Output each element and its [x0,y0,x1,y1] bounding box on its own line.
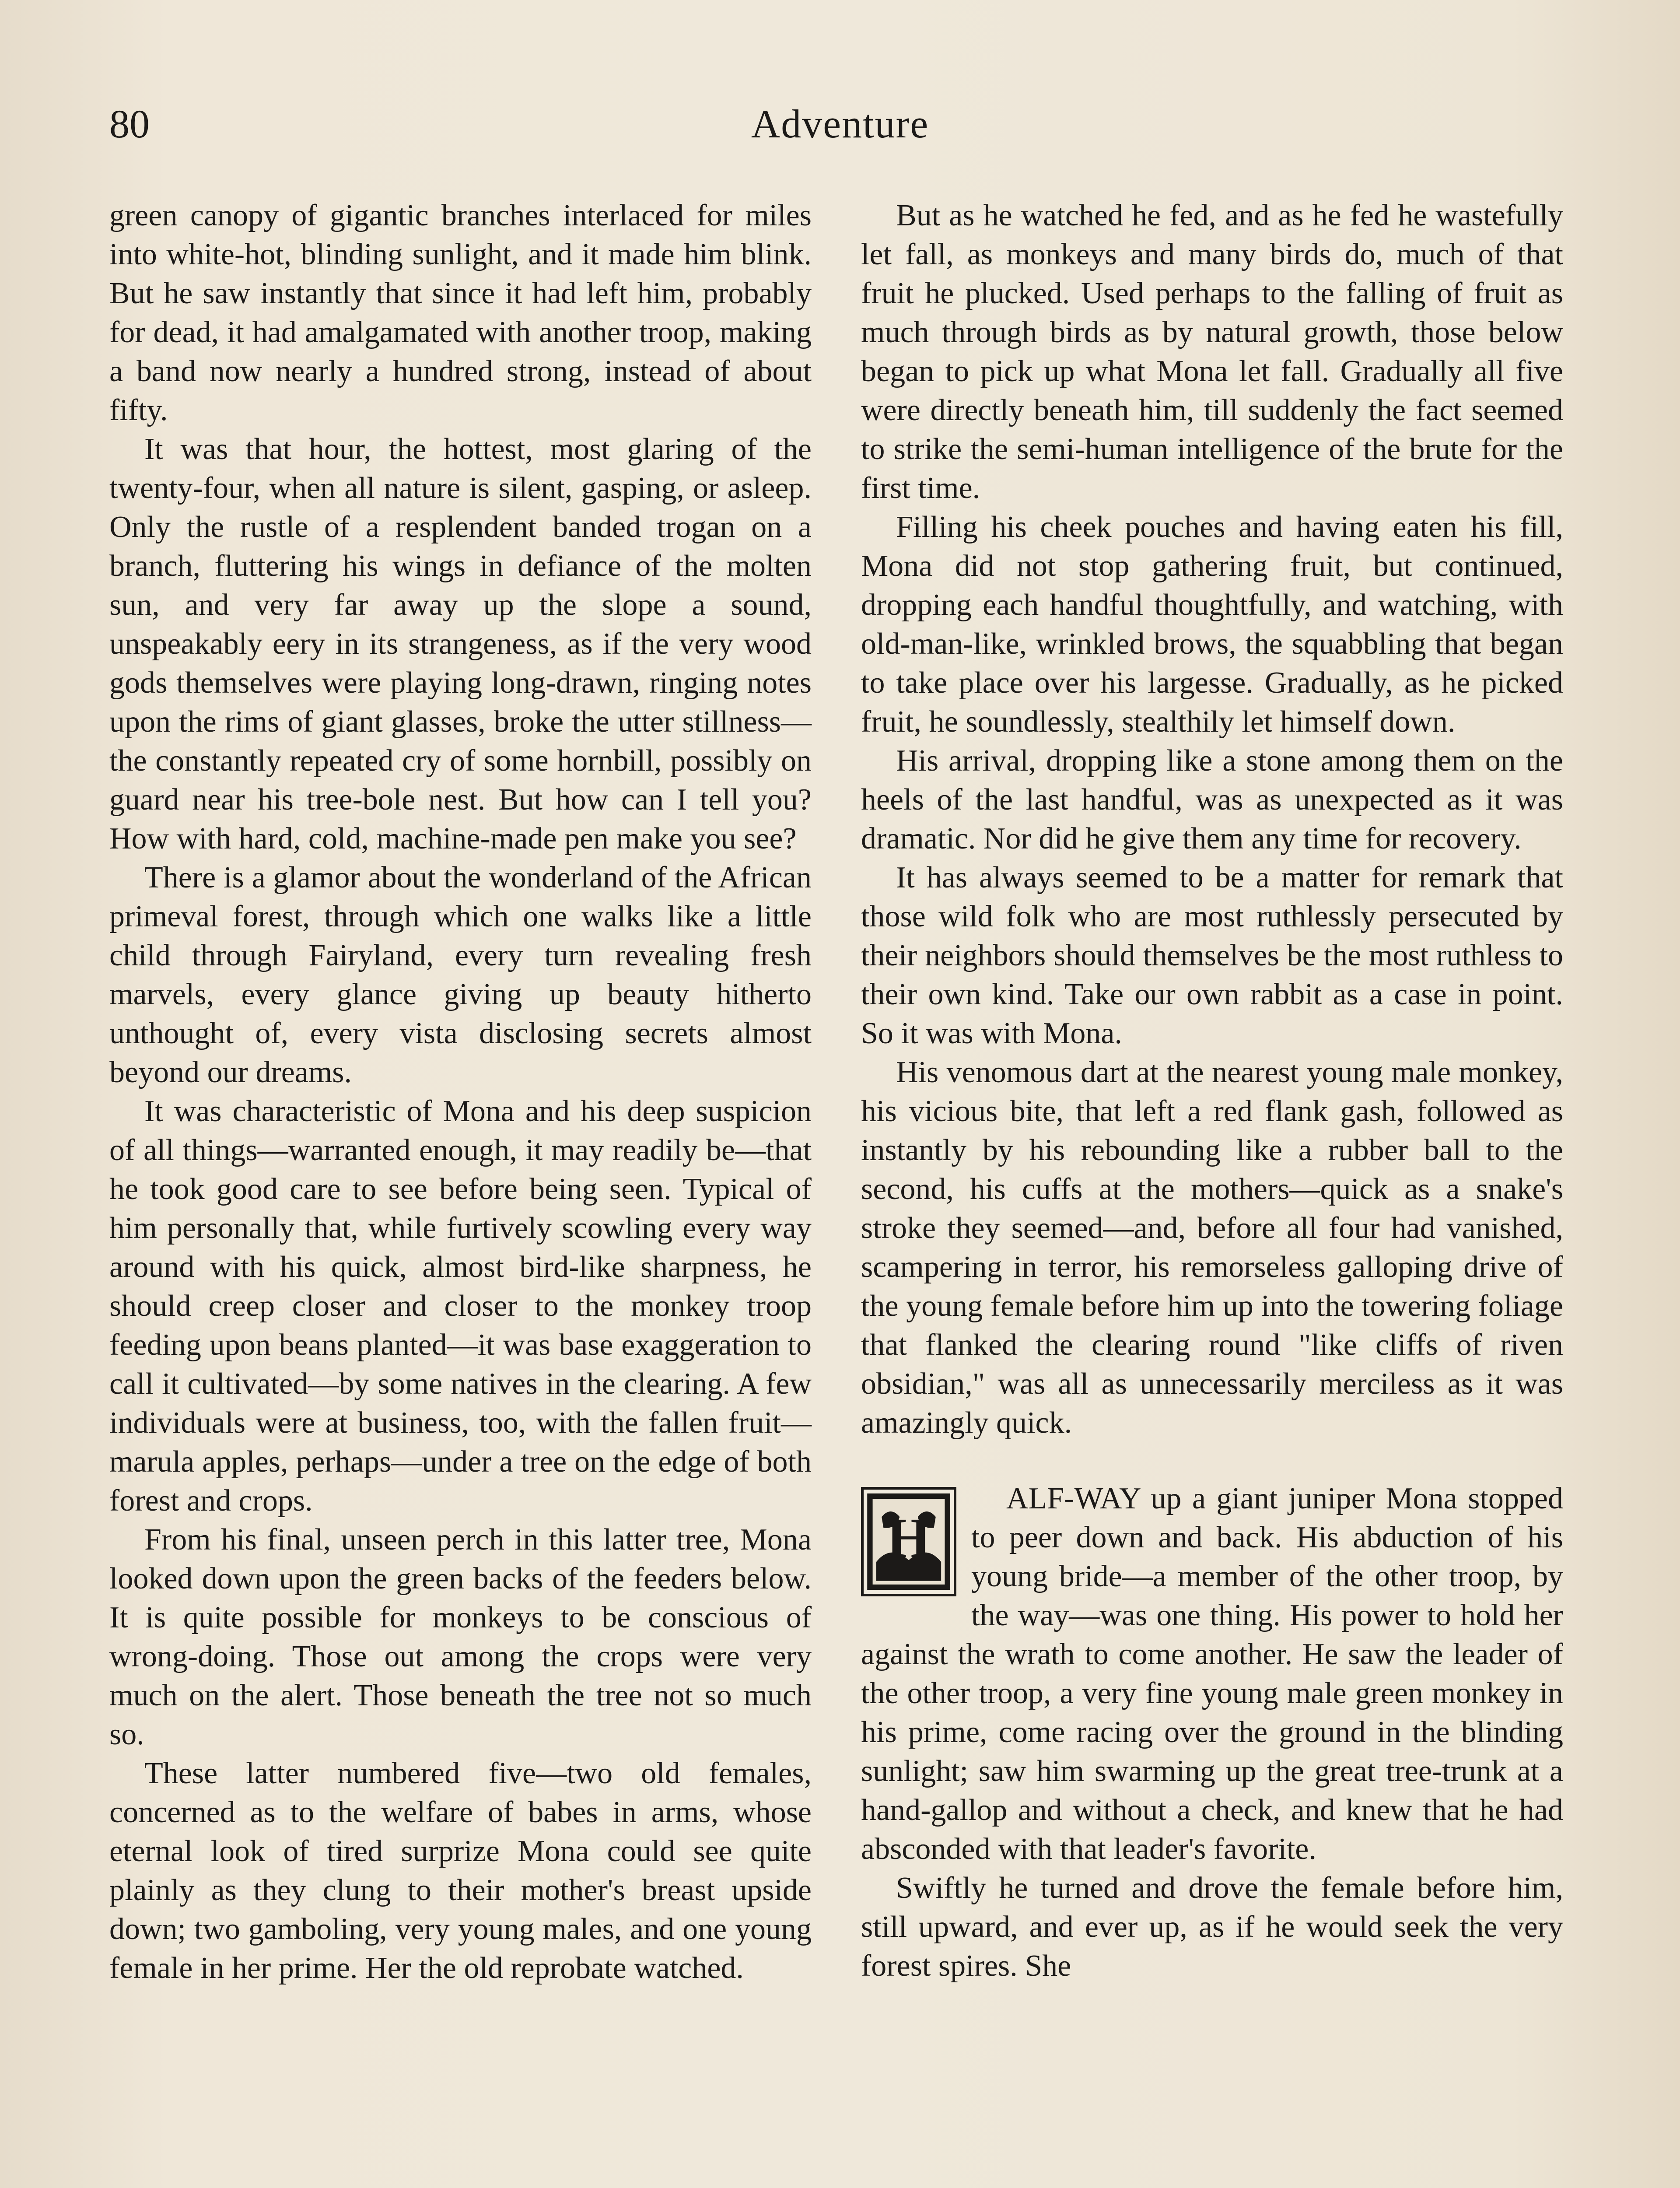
page-header [109,100,1571,152]
paragraph: But as he watched he fed, and as he fed he wastefully let fall, as monkeys and many birds do, much of that fruit he plucked. Used perhaps to the falling of fruit as much through birds as by natural growth, those below began to pick up what Mona let fall. Gradually all five were directly beneath him, till suddenly the fact seemed to strike the semi-human intelligence of the brute for the first time. [861,199,1563,505]
running-title: Adventure [751,102,929,146]
paragraph: These latter numbered five—two old females, concerned as to the welfare of babes in arms, whose eternal look of tired surprize Mona could see quite plainly as they clung to their mother's breast upside down; two gamboling, very young males, and one young female in her prime. Her the old reprobate watched. [109,1757,812,1985]
drop-cap-letter: H [886,1507,931,1570]
paragraph: It has always seemed to be a matter for remark that those wild folk who are most ruthlessly persecuted by their neighbors should themselves be the most ruthless to their own kind. Take our own rabbit as a case in point. So it was with Mona. [861,861,1563,1050]
page-number: 80 [109,102,150,146]
drop-cap-ornament [861,1487,956,1596]
paragraph: green canopy of gigantic branches interlaced for miles into white-hot, blinding sunlight, and it made him blink. But he saw instantly that since it had left him, probably for dead, it had amalgamated with another troop, making a band now nearly a hundred strong, instead of about fifty. [109,199,812,427]
paragraph: Swiftly he turned and drove the female before him, still upward, and ever up, as if he would seek the very forest spires. She [861,1871,1563,1983]
section-start [861,1479,1563,1869]
left-column [109,196,812,1988]
paragraph: From his final, unseen perch in this latter tree, Mona looked down upon the green backs of the feeders below. It is quite possible for monkeys to be conscious of wrong-doing. Those out among the crops were very much on the alert. Those beneath the tree not so much so. [109,1523,812,1751]
paragraph: ALF-WAY up a giant juniper Mona stopped to peer down and back. His abduction of his young bride—a member of the other troop, by the way—was one thing. His power to hold her against the wrath to come another. He saw the leader of the other troop, a very fine young male green monkey in his prime, come racing over the ground in the blinding sunlight; saw him swarming up the great tree-trunk at a hand-gallop and without a check, and knew that he had absconded with that leader's favorite. [861,1482,1563,1866]
paragraph: Filling his cheek pouches and having eaten his fill, Mona did not stop gathering fruit, but continued, dropping each handful thoughtfully, and watching, with old-man-like, wrinkled brows, the squabbling that began to take place over his largesse. Gradually, as he picked fruit, he soundlessly, stealthily let himself down. [861,510,1563,739]
paragraph: His venomous dart at the nearest young male monkey, his vicious bite, that left a red flank gash, followed as instantly by his rebounding like a rubber ball to the second, his cuffs at the mothers—quick as a snake's stroke they seemed—and, before all four had vanished, scampering in terror, his remorseless galloping drive of the young female before him up into the towering foliage that flanked the clearing round "like cliffs of riven obsidian," was all as unnecessarily merciless as it was amazingly quick. [861,1055,1563,1440]
paragraph: There is a glamor about the wonderland of the African primeval forest, through which one walks like a little child through Fairyland, every turn revealing fresh marvels, every glance giving up beauty hitherto unthought of, every vista disclosing secrets almost beyond our dreams. [109,861,812,1089]
paragraph: It was that hour, the hottest, most glaring of the twenty-four, when all nature is silent, gasping, or asleep. Only the rustle of a resplendent banded trogan on a branch, fluttering his wings in defiance of the molten sun, and very far away up the slope a sound, unspeakably eery in its strangeness, as if the very wood gods themselves were playing long-drawn, ringing notes upon the rims of giant glasses, broke the utter stillness—the constantly repeated cry of some hornbill, possibly on guard near his tree-bole nest. But how can I tell you? How with hard, cold, machine-made pen make you see? [109,432,812,856]
right-column [861,196,1563,1985]
paragraph: His arrival, dropping like a stone among them on the heels of the last handful, was as unexpected as it was dramatic. Nor did he give them any time for recovery. [861,744,1563,856]
paragraph: It was characteristic of Mona and his deep suspicion of all things—warranted enough, it may readily be—that he took good care to see before being seen. Typical of him personally that, while furtively scowling every way around with his quick, almost bird-like sharpness, he should creep closer and closer to the monkey troop feeding upon beans planted—it was base exaggeration to call it cultivated—by some natives in the clearing. A few individuals were at business, too, with the fallen fruit—marula apples, perhaps—under a tree on the edge of both forest and crops. [109,1094,812,1518]
